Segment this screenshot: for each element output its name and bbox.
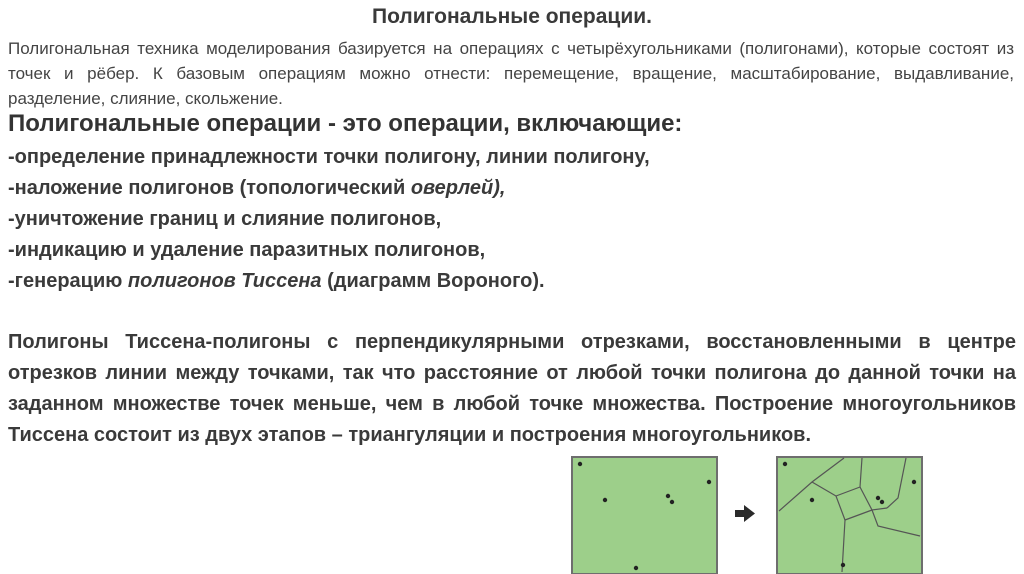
- operation-item: -определение принадлежности точки полигону, линии полигону,: [8, 146, 650, 168]
- point: [707, 480, 711, 484]
- points-panel-background: [572, 457, 717, 574]
- points-panel: [572, 457, 717, 574]
- operation-item: -наложение полигонов (топологический оверлей),: [8, 177, 506, 199]
- operation-item: -уничтожение границ и слияние полигонов,: [8, 208, 442, 230]
- thiessen-panel-background: [777, 457, 922, 574]
- point: [634, 566, 638, 570]
- point: [880, 500, 884, 504]
- page-title: Полигональные операции.: [372, 5, 652, 28]
- operation-item: -генерацию полигонов Тиссена (диаграмм Вороного).: [8, 270, 545, 292]
- operations-list: [8, 142, 650, 297]
- point: [841, 563, 845, 567]
- point: [912, 480, 916, 484]
- point: [670, 500, 674, 504]
- point: [578, 462, 582, 466]
- operation-item: -индикацию и удаление паразитных полигонов,: [8, 239, 486, 261]
- point: [783, 462, 787, 466]
- point: [876, 496, 880, 500]
- point: [810, 498, 814, 502]
- thiessen-polygons-panel: [777, 457, 922, 574]
- point: [666, 494, 670, 498]
- voronoi-diagram: [560, 452, 1024, 574]
- intro-paragraph: Полигональная техника моделирования базируется на операциях с четырёхугольниками (полигонами), которые состоят из точек и рёбер. К базовым операциям можно отнести: перемещение, вращение, масштабирование, выдавливание, разделение, слияние, скольжение.: [8, 39, 1014, 108]
- right-arrow-icon: [735, 505, 755, 522]
- point: [603, 498, 607, 502]
- thiessen-paragraph: Полигоны Тиссена-полигоны с перпендикулярными отрезками, восстановленными в центре отрезков линии между точками, так что расстояние от любой точки полигона до данной точки на заданном множестве точек меньше, чем в любой точке множества. Построение многоугольников Тиссена состоит из двух этапов – триангуляции и построения многоугольников.: [8, 331, 1016, 446]
- section-heading: Полигональные операции - это операции, включающие:: [8, 110, 683, 137]
